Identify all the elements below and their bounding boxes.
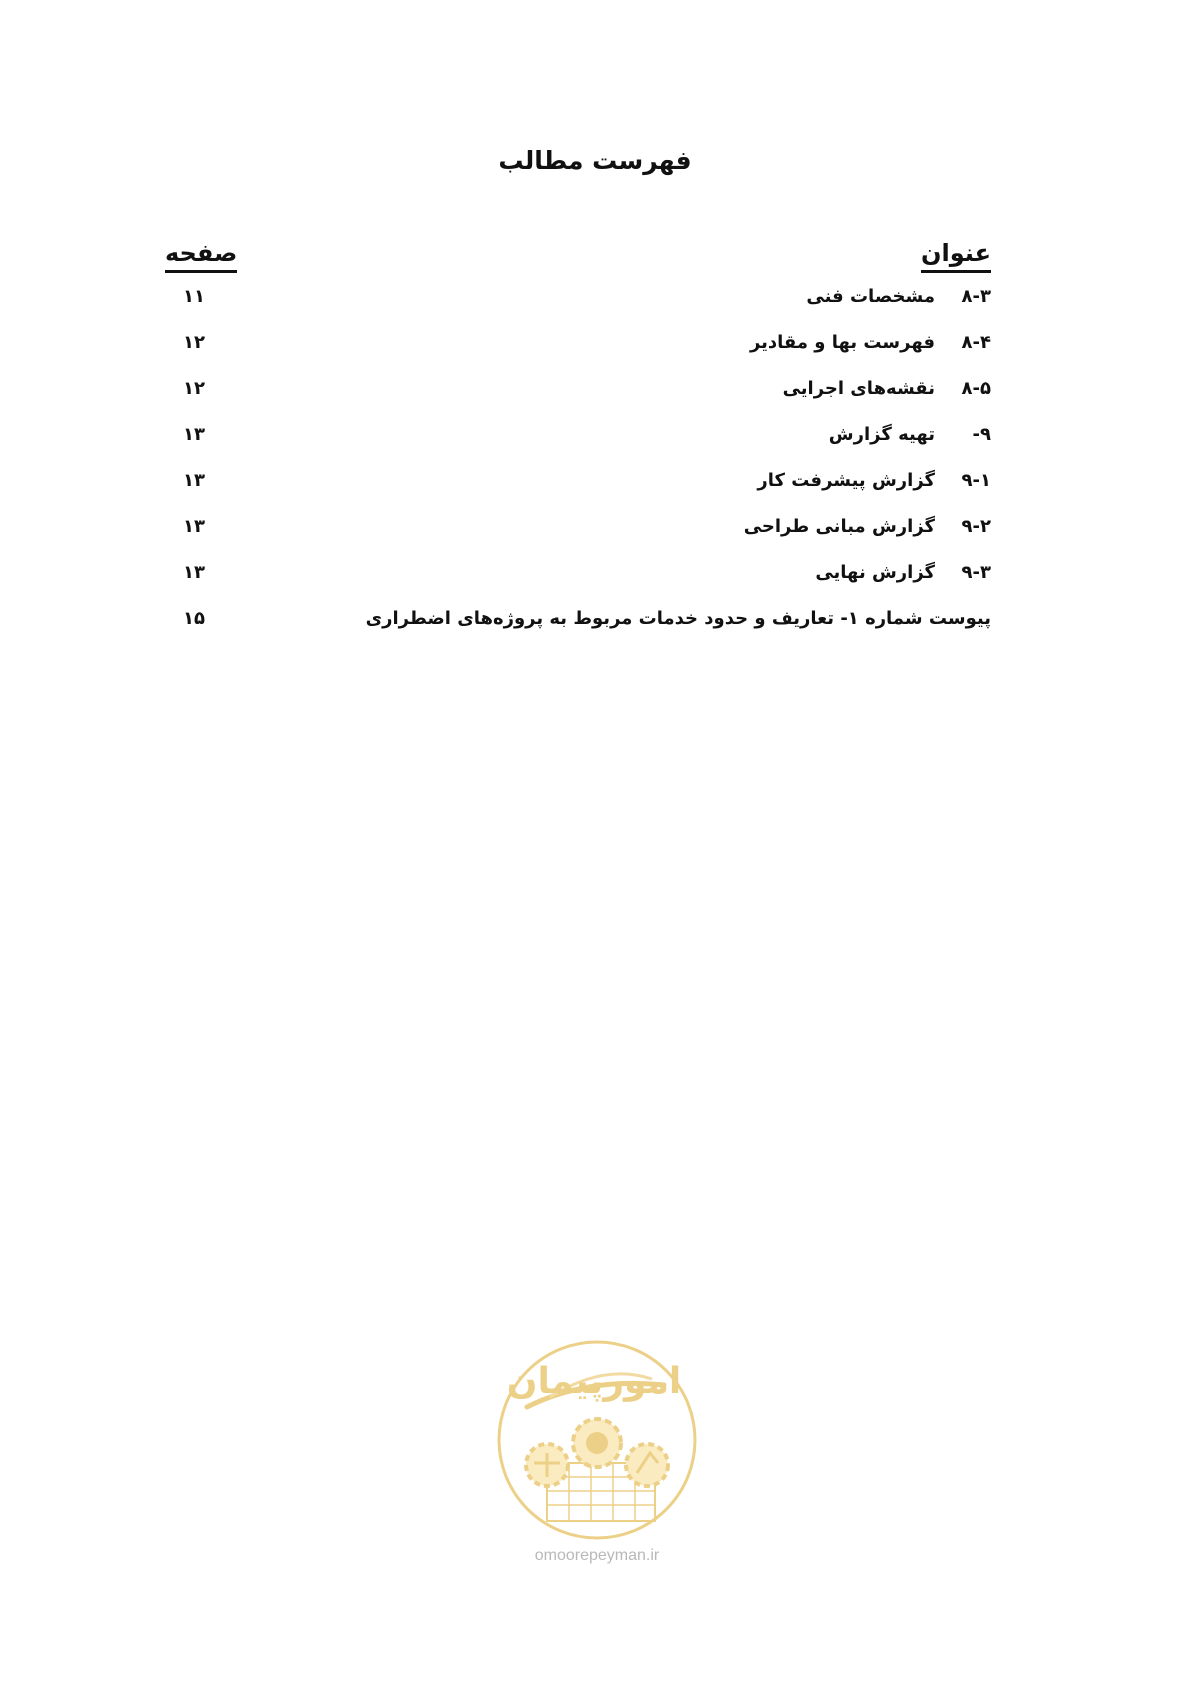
toc-number: ۹-۲ xyxy=(961,516,991,537)
toc-row[interactable] xyxy=(165,328,991,374)
toc-row[interactable] xyxy=(165,512,991,558)
toc-title: فهرست بها و مقادیر xyxy=(749,332,935,353)
toc-row[interactable] xyxy=(165,558,991,604)
toc-row[interactable] xyxy=(165,282,991,328)
toc-number: ۹- xyxy=(972,424,991,445)
watermark-logo xyxy=(492,1335,702,1565)
toc-title: گزارش پیشرفت کار xyxy=(757,470,935,491)
toc-page-number: ۱۳ xyxy=(183,562,205,583)
title-column-header: عنوان xyxy=(921,238,991,273)
toc-row[interactable] xyxy=(165,466,991,512)
toc-title: تهیه گزارش xyxy=(828,424,935,445)
watermark-emblem-icon xyxy=(492,1335,702,1545)
toc-row[interactable] xyxy=(165,604,991,650)
toc-entry xyxy=(783,378,991,399)
toc-title: گزارش مبانی طراحی xyxy=(743,516,935,537)
watermark-logo-script: امورپیمان xyxy=(506,1361,682,1402)
toc-entry xyxy=(815,562,991,583)
toc-page-number: ۱۲ xyxy=(183,378,205,399)
toc-entry xyxy=(744,516,991,537)
toc-number: ۸-۳ xyxy=(961,286,991,307)
watermark-site: omoorepeyman.ir xyxy=(534,1547,660,1564)
toc-row[interactable] xyxy=(165,374,991,420)
toc-entry xyxy=(829,424,991,445)
toc-entry xyxy=(366,608,991,629)
toc-page-number: ۱۲ xyxy=(183,332,205,353)
toc-number: ۸-۴ xyxy=(961,332,991,353)
toc-page-number: ۱۳ xyxy=(183,470,205,491)
page-column-header: صفحه xyxy=(165,238,237,273)
toc-page-number: ۱۱ xyxy=(183,286,205,307)
toc-page-number: ۱۳ xyxy=(183,424,205,445)
toc-number: ۹-۳ xyxy=(961,562,991,583)
toc-entry xyxy=(757,470,991,491)
toc-entry xyxy=(750,332,991,353)
toc-page-number: ۱۵ xyxy=(183,608,205,629)
toc-number: ۸-۵ xyxy=(961,378,991,399)
table-of-contents xyxy=(165,282,991,650)
toc-title: گزارش نهایی xyxy=(815,562,935,583)
toc-page-number: ۱۳ xyxy=(183,516,205,537)
toc-title: پیوست شماره ۱- تعاریف و حدود خدمات مربوط به پروژه‌های اضطراری xyxy=(365,608,991,629)
toc-row[interactable] xyxy=(165,420,991,466)
toc-title: نقشه‌های اجرایی xyxy=(782,378,935,399)
toc-number: ۹-۱ xyxy=(961,470,991,491)
toc-title: مشخصات فنی xyxy=(806,286,935,307)
page-title: فهرست مطالب xyxy=(498,146,692,175)
toc-entry xyxy=(806,286,991,307)
